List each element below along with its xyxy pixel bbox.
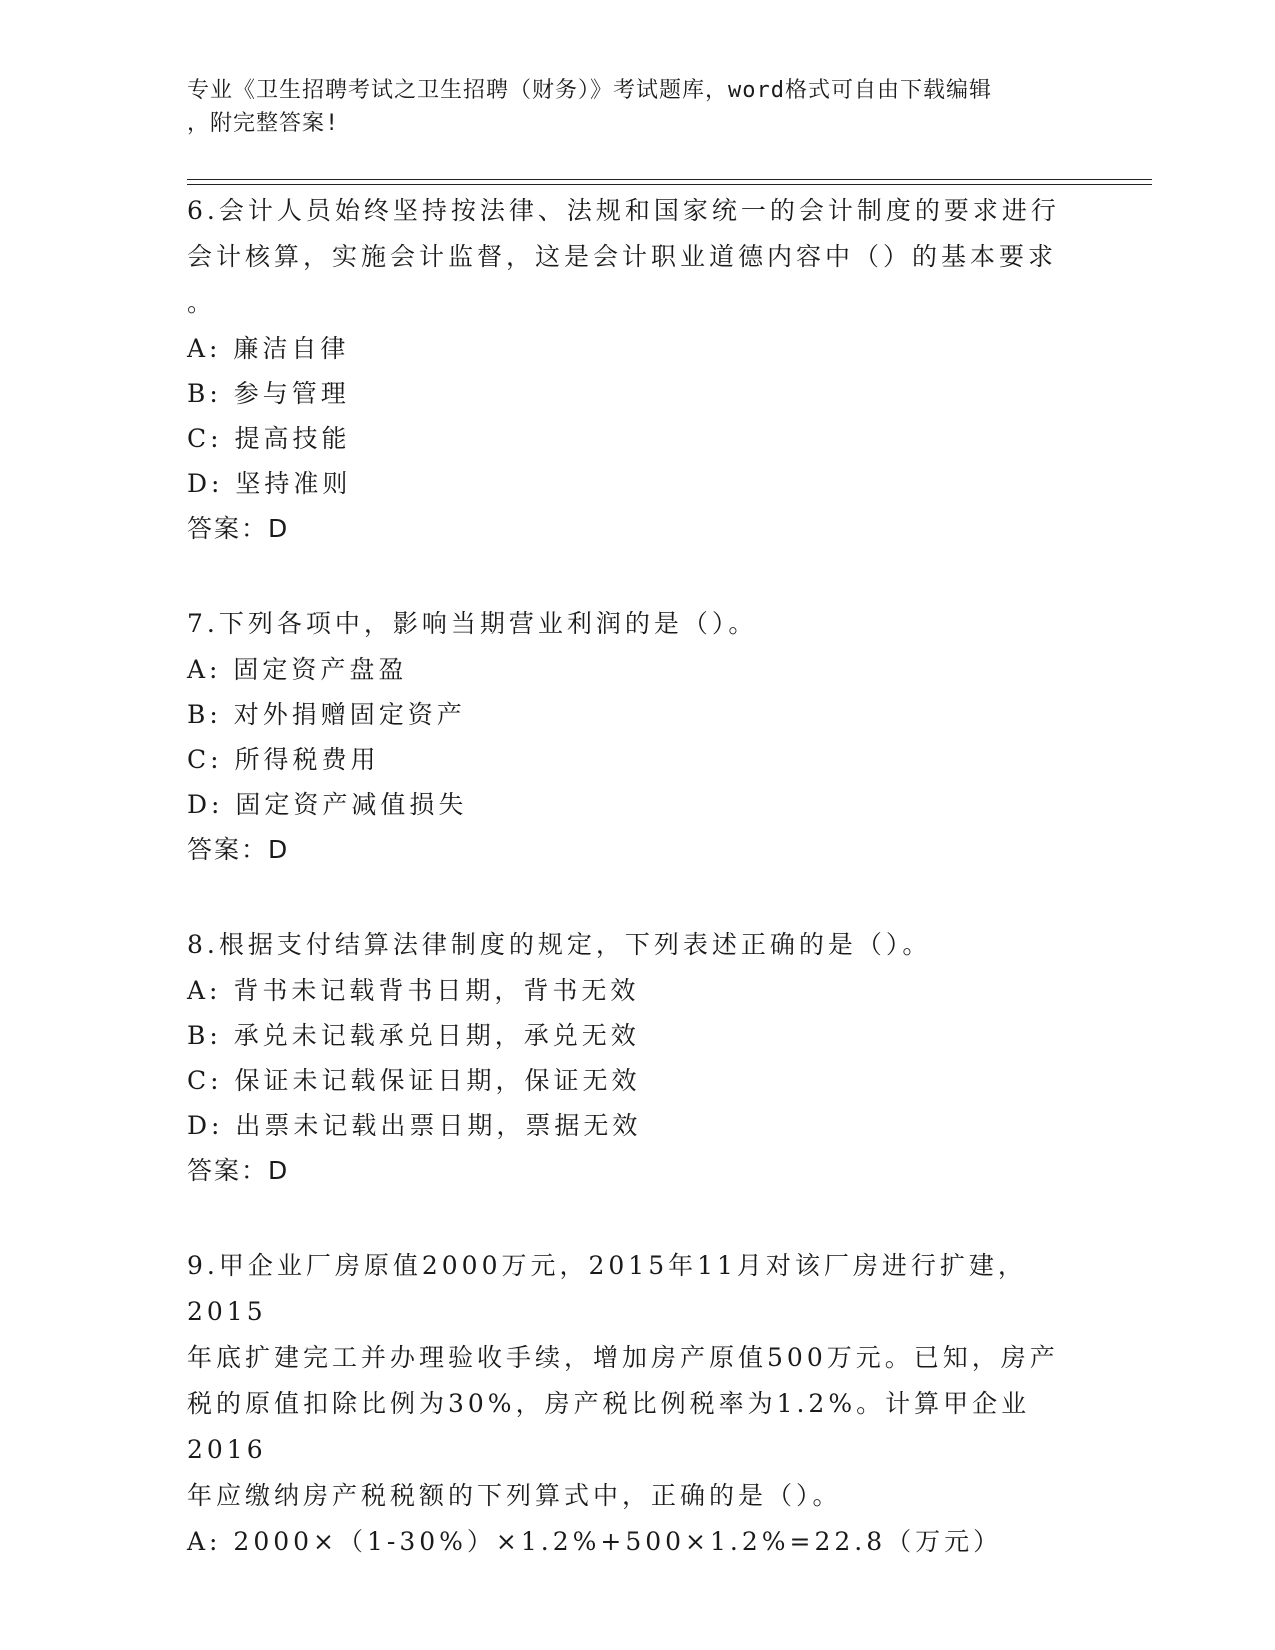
question-text-line: 7.下列各项中，影响当期营业利润的是（）。: [187, 609, 758, 638]
question-8: [187, 922, 1067, 1194]
question-text-line: 9.甲企业厂房原值2000万元，2015年11月对该厂房进行扩建，2015: [187, 1251, 1027, 1326]
question-6: [187, 188, 1067, 552]
option-a: A: 背书未记载背书日期，背书无效: [187, 976, 640, 1005]
option-b: B: 承兑未记载承兑日期，承兑无效: [187, 1021, 640, 1050]
question-text-line: 。: [187, 288, 217, 317]
question-text-line: 年底扩建完工并办理验收手续，增加房产原值500万元。已知，房产: [187, 1343, 1059, 1372]
option-b: B: 参与管理: [187, 379, 350, 408]
question-text-line: 税的原值扣除比例为30%，房产税比例税率为1.2%。计算甲企业2016: [187, 1389, 1031, 1464]
header-divider-bottom: [187, 184, 1152, 185]
answer: 答案：D: [187, 835, 290, 864]
option-a: A: 固定资产盘盈: [187, 655, 408, 684]
option-d: D: 固定资产减值损失: [187, 790, 468, 819]
question-text-line: 年应缴纳房产税税额的下列算式中，正确的是（）。: [187, 1481, 842, 1510]
question-text-line: 会计核算，实施会计监督，这是会计职业道德内容中（）的基本要求: [187, 242, 1058, 271]
header-line-2: ，附完整答案!: [187, 111, 340, 136]
question-text-line: 6.会计人员始终坚持按法律、法规和国家统一的会计制度的要求进行: [187, 196, 1060, 225]
option-c: C: 提高技能: [187, 424, 351, 453]
option-a: A: 廉洁自律: [187, 334, 350, 363]
document-header: [187, 74, 1067, 140]
option-d: D: 出票未记载出票日期，票据无效: [187, 1111, 642, 1140]
option-a: A: 2000×（1-30%）×1.2%+500×1.2%=22.8（万元）: [187, 1527, 1003, 1556]
header-divider-top: [187, 179, 1152, 180]
question-text-line: 8.根据支付结算法律制度的规定，下列表述正确的是（）。: [187, 930, 932, 959]
option-d: D: 坚持准则: [187, 469, 352, 498]
answer: 答案：D: [187, 514, 290, 543]
option-c: C: 保证未记载保证日期，保证无效: [187, 1066, 641, 1095]
question-list: [187, 188, 1067, 1613]
question-7: [187, 601, 1067, 873]
option-b: B: 对外捐赠固定资产: [187, 700, 466, 729]
question-9: [187, 1243, 1067, 1564]
header-line-1: 专业《卫生招聘考试之卫生招聘（财务）》考试题库，word格式可自由下载编辑: [187, 78, 992, 103]
answer: 答案：D: [187, 1156, 290, 1185]
option-c: C: 所得税费用: [187, 745, 380, 774]
